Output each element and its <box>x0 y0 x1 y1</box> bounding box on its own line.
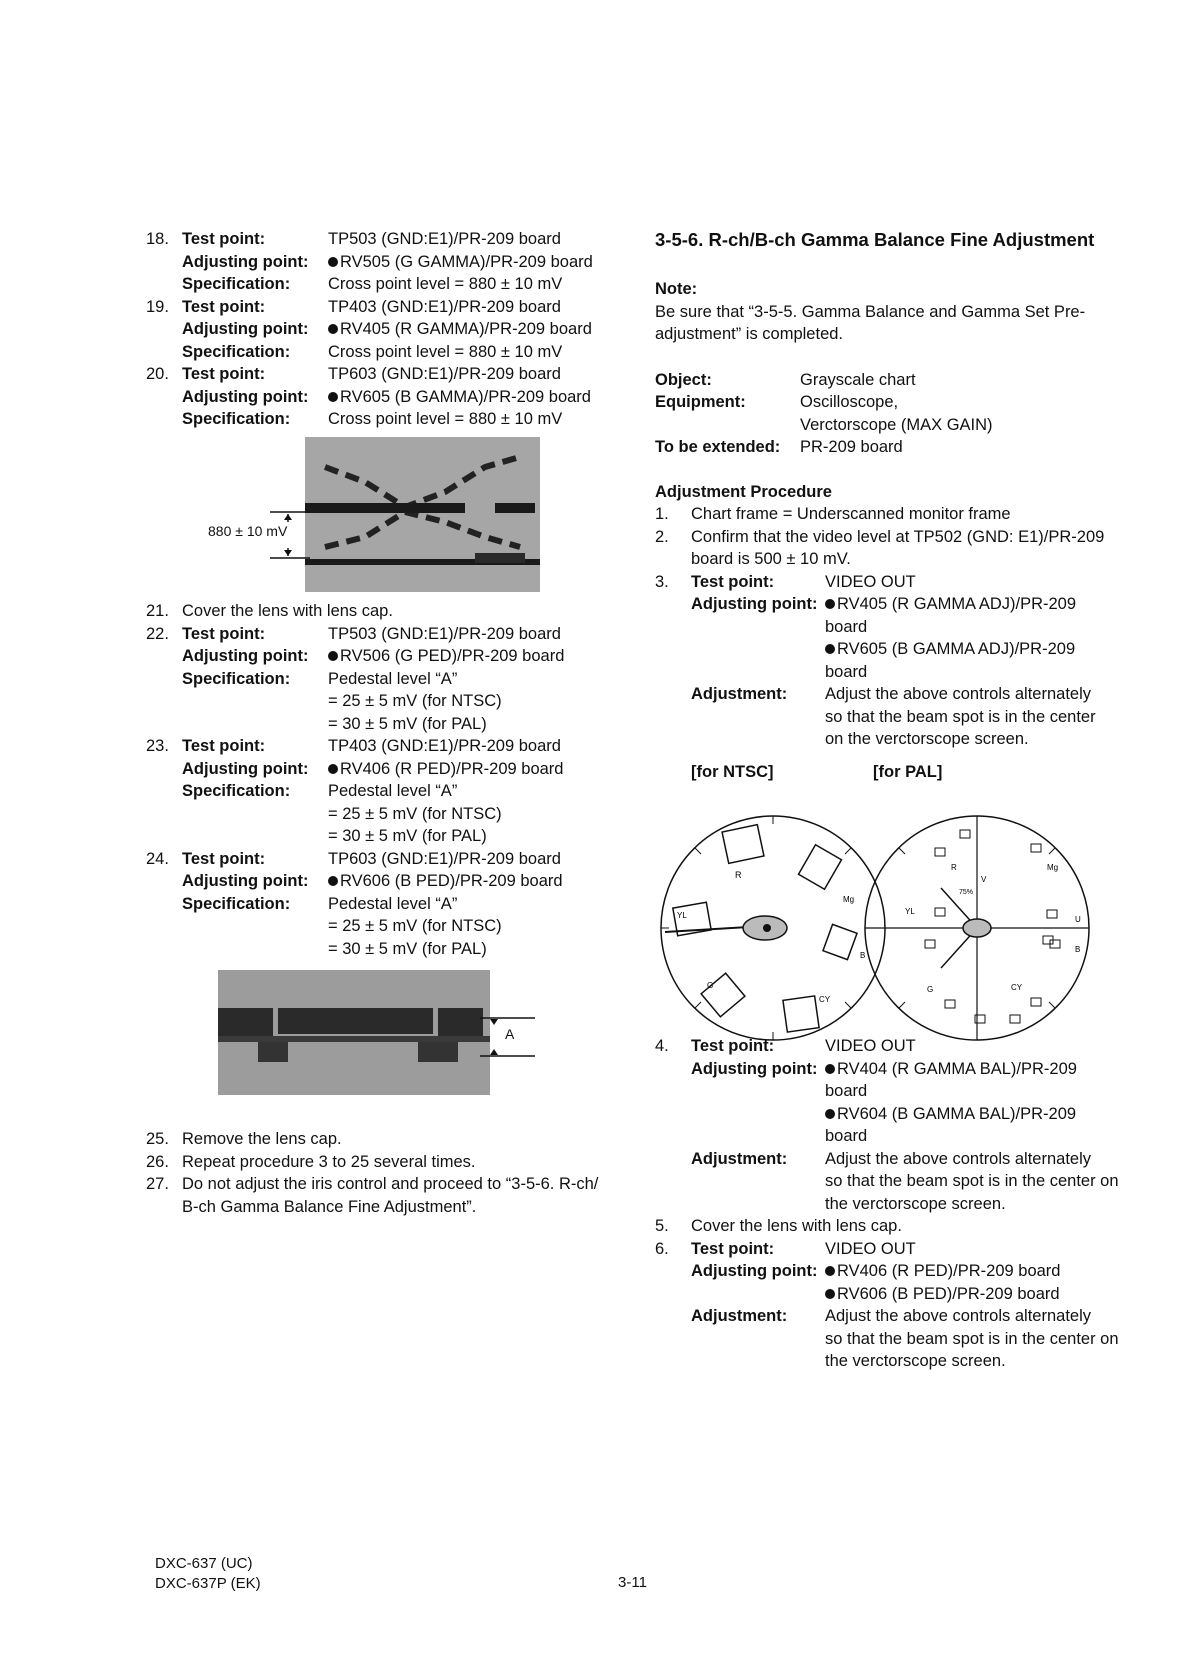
scope-label-g: G <box>927 985 934 994</box>
item-value <box>328 341 562 364</box>
item-value-text: TP503 (GND:E1)/PR-209 board <box>328 230 561 248</box>
control-knob-icon <box>328 651 338 661</box>
test-point-label: Test point: <box>691 1239 775 1258</box>
equipment-row <box>655 391 1125 414</box>
item-value-text: TP403 (GND:E1)/PR-209 board <box>328 737 561 755</box>
item-value <box>328 758 563 781</box>
right-column-lower <box>655 1035 1125 1373</box>
item-value-text: Pedestal level “A” <box>328 894 458 913</box>
control-knob-icon <box>328 392 338 402</box>
item-text: Remove the lens cap. <box>182 1130 342 1148</box>
adjustment-label: Adjustment: <box>691 1307 788 1325</box>
equipment-row-2 <box>655 414 1125 437</box>
procedure-row <box>146 803 616 826</box>
item-value-text: Pedestal level “A” <box>328 782 458 800</box>
procedure-row <box>146 296 616 319</box>
control-knob-icon <box>328 324 338 334</box>
item-value <box>328 623 561 646</box>
item-value-text: RV405 (R GAMMA)/PR-209 board <box>340 320 592 338</box>
scope-label-mg: Mg <box>1047 863 1059 872</box>
left-column-tail <box>146 1128 616 1218</box>
step-3-adjustment <box>655 683 1125 706</box>
item-label: Specification: <box>182 669 291 688</box>
item-label: Test point: <box>182 365 266 383</box>
item-value <box>328 825 487 848</box>
procedure-items-25-27 <box>146 1128 616 1218</box>
procedure-row <box>146 645 616 668</box>
scope-label-cy: CY <box>819 995 831 1004</box>
item-number: 25. <box>146 1130 169 1148</box>
procedure-row <box>146 363 616 386</box>
adjusting-point-value <box>825 1103 1125 1126</box>
procedure-items-18-20 <box>146 228 616 431</box>
scope-label-b: B <box>1075 945 1081 954</box>
adjustment-text: Adjust the above controls alternately <box>825 1307 1091 1325</box>
step-2 <box>655 526 1125 549</box>
procedure-row <box>146 915 616 938</box>
step-number: 2. <box>655 527 669 546</box>
item-text: Cover the lens with lens cap. <box>182 602 393 620</box>
step-6-adjusting-point <box>655 1260 1125 1283</box>
equipment-label: Equipment: <box>655 393 746 411</box>
item-value-text: = 30 ± 5 mV (for PAL) <box>328 939 487 958</box>
scope-label-r: R <box>735 870 742 880</box>
item-value <box>328 803 502 826</box>
control-knob-icon <box>825 599 835 609</box>
step-5 <box>655 1215 1125 1238</box>
item-value-text: RV606 (B PED)/PR-209 board <box>340 872 563 890</box>
procedure-row <box>146 893 616 916</box>
item-value <box>328 273 562 296</box>
ntsc-label: [for NTSC] <box>691 762 774 781</box>
item-label: Adjusting point: <box>182 387 309 406</box>
control-knob-icon <box>825 1289 835 1299</box>
adjustment-text: so that the beam spot is in the center on <box>825 1329 1119 1348</box>
adjusting-point-text: board <box>825 662 868 681</box>
ntsc-vectorscope <box>661 816 885 1040</box>
item-text: Repeat procedure 3 to 25 several times. <box>182 1152 476 1171</box>
scope-label-r: R <box>951 863 957 872</box>
object-row <box>655 369 1125 392</box>
adjusting-point-value <box>825 593 1125 616</box>
item-value-text: TP403 (GND:E1)/PR-209 board <box>328 297 561 316</box>
item-number: 27. <box>146 1175 169 1193</box>
vectorscope-diagrams <box>655 810 1125 1050</box>
item-value <box>328 318 592 341</box>
scope-label-v: V <box>981 875 987 884</box>
procedure-row <box>146 228 616 251</box>
adjustment-text: Adjust the above controls alternately <box>825 685 1091 703</box>
adjusting-point-label: Adjusting point: <box>691 595 818 613</box>
procedure-row <box>146 758 616 781</box>
item-value <box>328 893 457 916</box>
item-value-text: Cross point level = 880 ± 10 mV <box>328 410 563 428</box>
step-text: board is 500 ± 10 mV. <box>691 550 851 568</box>
item-value-text: = 30 ± 5 mV (for PAL) <box>328 827 487 845</box>
item-value <box>328 408 562 431</box>
control-knob-icon <box>825 1266 835 1276</box>
item-number: 21. <box>146 602 169 620</box>
test-point-label: Test point: <box>691 572 775 591</box>
adjusting-point-text: board <box>825 617 868 636</box>
note-text-1: Be sure that “3-5-5. Gamma Balance and Gamma Set Pre- <box>655 302 1086 321</box>
procedure-row <box>146 780 616 803</box>
item-label: Adjusting point: <box>182 252 309 271</box>
procedure-items-22-24 <box>146 623 616 961</box>
pedestal-waveform <box>218 970 490 1095</box>
test-point-value: VIDEO OUT <box>825 1239 916 1258</box>
item-value-text: = 25 ± 5 mV (for NTSC) <box>328 692 502 710</box>
procedure-row <box>146 735 616 758</box>
adjustment-text: Adjust the above controls alternately <box>825 1149 1091 1168</box>
item-value <box>328 938 487 961</box>
item-value-text: TP603 (GND:E1)/PR-209 board <box>328 365 561 383</box>
step-number: 4. <box>655 1037 669 1055</box>
adjusting-point-label: Adjusting point: <box>691 1059 818 1078</box>
item-value-text: Cross point level = 880 ± 10 mV <box>328 275 563 293</box>
step-text: Cover the lens with lens cap. <box>691 1217 902 1235</box>
step-3-adjusting-point <box>655 593 1125 616</box>
pal-vectorscope <box>865 816 1089 1040</box>
item-value-text: RV506 (G PED)/PR-209 board <box>340 647 565 665</box>
right-column <box>655 228 1125 783</box>
item-number: 20. <box>146 365 169 383</box>
adjusting-point-text: RV405 (R GAMMA ADJ)/PR-209 <box>837 595 1077 613</box>
procedure-row <box>146 1128 616 1151</box>
step-number: 5. <box>655 1217 669 1235</box>
scope-label-yl: YL <box>677 911 687 920</box>
item-number: 19. <box>146 297 169 316</box>
procedure-row <box>146 938 616 961</box>
item-value <box>328 915 502 938</box>
adjustment-text: the verctorscope screen. <box>825 1194 1006 1213</box>
adjusting-point-label: Adjusting point: <box>691 1262 818 1280</box>
item-value <box>328 690 502 713</box>
item-value <box>328 228 561 251</box>
extended-row <box>655 436 1125 459</box>
item-text: B-ch Gamma Balance Fine Adjustment”. <box>182 1197 477 1216</box>
control-knob-icon <box>328 764 338 774</box>
item-label: Test point: <box>182 297 266 316</box>
item-value <box>328 735 561 758</box>
scope-label-cy: CY <box>1011 983 1023 992</box>
extended-label: To be extended: <box>655 438 781 456</box>
item-value-text: TP603 (GND:E1)/PR-209 board <box>328 849 561 868</box>
item-value <box>328 645 564 668</box>
item-value <box>328 870 563 893</box>
item-number: 23. <box>146 737 169 755</box>
item-label: Adjusting point: <box>182 872 309 890</box>
procedure-row <box>146 408 616 431</box>
pedestal-dimension-label: A <box>505 1026 515 1042</box>
item-value-text: = 25 ± 5 mV (for NTSC) <box>328 804 502 823</box>
footer-model-2: DXC-637P (EK) <box>155 1575 261 1592</box>
adjustment-text: so that the beam spot is in the center on <box>825 1172 1119 1190</box>
pal-label: [for PAL] <box>873 762 943 781</box>
step-number: 3. <box>655 572 669 591</box>
item-value-text: TP503 (GND:E1)/PR-209 board <box>328 624 561 643</box>
step-4-adjusting-point <box>655 1058 1125 1081</box>
adjusting-point-value <box>825 1058 1125 1081</box>
item-number: 26. <box>146 1152 169 1171</box>
item-label: Specification: <box>182 894 291 913</box>
cross-point-dimension-label: 880 ± 10 mV <box>208 523 288 539</box>
item-label: Specification: <box>182 275 291 293</box>
scope-label-yl: YL <box>905 907 915 916</box>
item-value-text: RV505 (G GAMMA)/PR-209 board <box>340 252 593 271</box>
item-label: Test point: <box>182 230 266 248</box>
control-knob-icon <box>825 1064 835 1074</box>
item-label: Test point: <box>182 737 266 755</box>
adjustment-text: on the verctorscope screen. <box>825 730 1029 748</box>
extended-value: PR-209 board <box>800 438 903 456</box>
procedure-row <box>146 341 616 364</box>
item-label: Specification: <box>182 342 291 361</box>
procedure-row <box>146 713 616 736</box>
step-number: 6. <box>655 1239 669 1258</box>
item-value <box>328 713 487 736</box>
item-label: Adjusting point: <box>182 647 309 665</box>
equipment-value-2: Verctorscope (MAX GAIN) <box>800 415 993 434</box>
item-value <box>328 251 593 274</box>
adjusting-point-text: board <box>825 1082 868 1100</box>
cross-point-waveform-photo <box>305 437 540 592</box>
item-label: Test point: <box>182 849 266 868</box>
item-label: Specification: <box>182 782 291 800</box>
procedure-row <box>146 1151 616 1174</box>
item-value-text: = 30 ± 5 mV (for PAL) <box>328 714 487 733</box>
object-label: Object: <box>655 370 712 389</box>
procedure-item-21 <box>146 600 616 623</box>
procedure-row <box>146 668 616 691</box>
item-number: 24. <box>146 849 169 868</box>
item-label: Adjusting point: <box>182 320 309 338</box>
procedure-row <box>146 318 616 341</box>
adjustment-label: Adjustment: <box>691 1149 788 1168</box>
scope-label-mg: Mg <box>843 895 855 904</box>
control-knob-icon <box>825 1109 835 1119</box>
adjustment-text: the verctorscope screen. <box>825 1352 1006 1370</box>
procedure-row <box>146 848 616 871</box>
step-2-cont <box>655 548 1125 571</box>
adjusting-point-text: RV605 (B GAMMA ADJ)/PR-209 <box>837 640 1076 658</box>
adjusting-point-text: RV604 (B GAMMA BAL)/PR-209 <box>837 1104 1077 1123</box>
step-3-test-point <box>655 571 1125 594</box>
procedure-row <box>146 386 616 409</box>
scope-labels-row <box>655 761 1125 784</box>
item-label: Adjusting point: <box>182 759 309 778</box>
item-value-text: Cross point level = 880 ± 10 mV <box>328 342 563 361</box>
step-text: Confirm that the video level at TP502 (GND: E1)/PR-209 <box>691 527 1105 546</box>
item-value <box>328 848 561 871</box>
scope-label-g: G <box>707 981 714 990</box>
step-1 <box>655 503 1125 526</box>
item-value-text: = 25 ± 5 mV (for NTSC) <box>328 917 502 935</box>
equipment-value-1: Oscilloscope, <box>800 393 899 411</box>
object-value: Grayscale chart <box>800 370 916 389</box>
control-knob-icon <box>825 644 835 654</box>
item-value <box>328 386 591 409</box>
left-column-mid <box>146 600 616 960</box>
item-value <box>328 780 457 803</box>
item-value <box>328 363 561 386</box>
adjustment-text: so that the beam spot is in the center <box>825 707 1096 726</box>
item-value <box>328 668 457 691</box>
step-number: 1. <box>655 505 669 523</box>
procedure-heading: Adjustment Procedure <box>655 482 832 501</box>
item-text: Do not adjust the iris control and proceed to “3-5-6. R-ch/ <box>182 1175 599 1193</box>
adjustment-label: Adjustment: <box>691 685 788 703</box>
test-point-value: VIDEO OUT <box>825 572 916 591</box>
page-number: 3-11 <box>618 1574 647 1591</box>
scope-label-u: U <box>1075 915 1081 924</box>
adjusting-point-value <box>825 1260 1125 1283</box>
step-4-adjustment <box>655 1148 1125 1171</box>
procedure-row <box>146 690 616 713</box>
test-point-value: VIDEO OUT <box>825 1037 916 1055</box>
item-value-text: RV605 (B GAMMA)/PR-209 board <box>340 387 591 406</box>
pedestal-waveform-photo <box>218 970 490 1095</box>
procedure-row <box>146 1196 616 1219</box>
adjusting-point-text: RV404 (R GAMMA BAL)/PR-209 <box>837 1059 1077 1078</box>
section-heading: 3-5-6. R-ch/B-ch Gamma Balance Fine Adjustment <box>655 229 1095 250</box>
item-value <box>328 296 561 319</box>
item-number: 18. <box>146 230 169 248</box>
procedure-row <box>146 623 616 646</box>
item-label: Test point: <box>182 624 266 643</box>
step-6-test-point <box>655 1238 1125 1261</box>
test-point-label: Test point: <box>691 1037 775 1055</box>
left-column <box>146 228 616 431</box>
item-value-text: Pedestal level “A” <box>328 669 458 688</box>
adjusting-point-value <box>825 638 1125 661</box>
note-text-2: adjustment” is completed. <box>655 325 844 343</box>
scope-label-75: 75% <box>959 889 974 896</box>
adjusting-point-text: board <box>825 1127 868 1145</box>
step-4-test-point <box>655 1035 1125 1058</box>
procedure-row <box>146 825 616 848</box>
adjusting-point-text: RV406 (R PED)/PR-209 board <box>837 1262 1061 1280</box>
procedure-row <box>146 273 616 296</box>
step-6-adjustment <box>655 1305 1125 1328</box>
item-label: Specification: <box>182 410 291 428</box>
adjusting-point-text: RV606 (B PED)/PR-209 board <box>837 1284 1060 1303</box>
cross-point-waveform <box>305 437 540 592</box>
scope-label-b: B <box>860 951 866 960</box>
control-knob-icon <box>328 876 338 886</box>
step-text: Chart frame = Underscanned monitor frame <box>691 505 1011 523</box>
procedure-row <box>146 1173 616 1196</box>
item-value-text: RV406 (R PED)/PR-209 board <box>340 759 564 778</box>
control-knob-icon <box>328 257 338 267</box>
footer-model-1: DXC-637 (UC) <box>155 1555 253 1572</box>
note-label: Note: <box>655 280 698 298</box>
procedure-row <box>146 251 616 274</box>
item-number: 22. <box>146 624 169 643</box>
procedure-row <box>146 870 616 893</box>
adjusting-point-value <box>825 1283 1125 1306</box>
